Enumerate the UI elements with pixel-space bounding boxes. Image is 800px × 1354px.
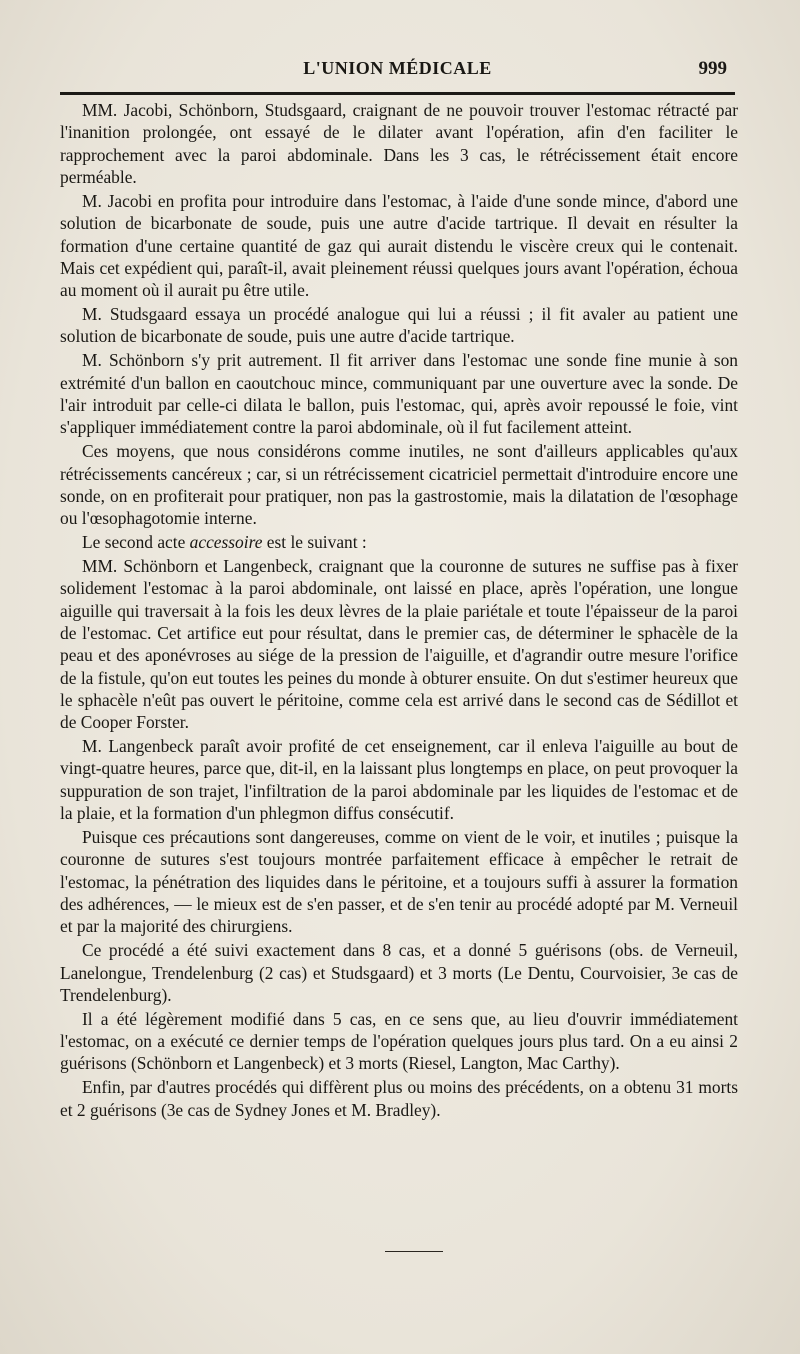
paragraph [60,531,738,553]
paragraph-text: Le second acte [82,532,190,553]
running-header [60,58,735,90]
italic-term: accessoire [189,532,263,553]
paragraph: Ce procédé a été suivi exactement dans 8 cas, et a donné 5 guérisons (obs. de Verneuil, Lanelongue, Trendelenburg (2 cas) et Studsgaard) et 3 morts (Le Dentu, Courvoisier, 3e cas de Trendelenburg). [60,940,738,1005]
paragraph: M. Langenbeck paraît avoir profité de cet enseignement, car il enleva l'aiguille au bout de vingt-quatre heures, parce que, dit-il, en la laissant plus longtemps en place, on peut provoquer la suppuration de son trajet, l'infiltration de la paroi abdominale par les liquides de l'estomac et de la plaie, et la formation d'un phlegmon diffus consécutif. [60,736,738,824]
paragraph: M. Schönborn s'y prit autrement. Il fit arriver dans l'estomac une sonde fine munie à son extrémité d'un ballon en caoutchouc mince, communiquant par une ouverture avec la sonde. De l'air introduit par celle-ci dilata le ballon, puis l'estomac, qui, après avoir repoussé le foie, vint s'appliquer immédiatement contre la paroi abdominale, où il fut facilement atteint. [60,350,738,438]
page-number: 999 [698,58,727,79]
article-body [60,99,738,1122]
paragraph: Enfin, par d'autres procédés qui diffèrent plus ou moins des précédents, on a obtenu 31 morts et 2 guérisons (3e cas de Sydney Jones et M. Bradley). [60,1077,738,1120]
footer-rule [385,1251,443,1252]
header-rule [60,92,735,95]
paragraph: MM. Schönborn et Langenbeck, craignant que la couronne de sutures ne suffise pas à fixer solidement l'estomac à la paroi abdominale, ont laissé en place, après l'opération, une longue aiguille qui traversait à la fois les deux lèvres de la plaie pariétale et toute l'épaisseur de la paroi de l'estomac. Cet artifice eut pour résultat, dans le premier cas, de déterminer le sphacèle de la peau et des aponévroses au siége de la pression de l'aiguille, et d'agrandir outre mesure l'orifice de la fistule, qu'on eut toutes les peines du monde à obturer ensuite. On dut s'estimer heureux que le sphacèle n'eût pas ouvert le péritoine, comme cela est arrivé dans le second cas de Sédillot et de Cooper Forster. [60,555,738,733]
journal-title: L'UNION MÉDICALE [303,58,492,78]
paragraph: M. Jacobi en profita pour introduire dans l'estomac, à l'aide d'une sonde mince, d'abord une solution de bicarbonate de soude, puis une autre d'acide tartrique. Il devait en résulter la formation d'une certaine quantité de gaz qui aurait distendu le viscère creux qui le contenait. Mais cet expédient qui, paraît-il, avait pleinement réussi quelques jours avant l'opération, échoua au moment où il aurait pu être utile. [60,190,738,301]
paragraph: Puisque ces précautions sont dangereuses, comme on vient de le voir, et inutiles ; puisque la couronne de sutures s'est toujours montrée parfaitement efficace à empêcher le retrait de l'estomac, la pénétration des liquides dans le péritoine, et a toujours suffi à assurer la formation des adhérences, — le mieux est de s'en passer, et de s'en tenir au procédé adopté par M. Verneuil et par la majorité des chirurgiens. [60,827,738,937]
paragraph: Ces moyens, que nous considérons comme inutiles, ne sont d'ailleurs applicables qu'aux rétrécissements cancéreux ; car, si un rétrécissement cicatriciel permettait d'introduire encore une sonde, on en profiterait pour pratiquer, non pas la gastrostomie, mais la dilatation de l'œsophage ou l'œsophagotomie interne. [60,441,738,529]
paragraph: Il a été légèrement modifié dans 5 cas, en ce sens que, au lieu d'ouvrir immédiatement l'estomac, on a exécuté ce dernier temps de l'opération quelques jours plus tard. On a eu ainsi 2 guérisons (Schönborn et Langenbeck) et 3 morts (Riesel, Langton, Mac Carthy). [60,1008,738,1074]
paragraph-text: est le suivant : [262,532,367,553]
paragraph: M. Studsgaard essaya un procédé analogue qui lui a réussi ; il fit avaler au patient une solution de bicarbonate de soude, puis une autre d'acide tartrique. [60,304,738,347]
paragraph: MM. Jacobi, Schönborn, Studsgaard, craignant de ne pouvoir trouver l'estomac rétracté par l'inanition prolongée, ont essayé de le dilater avant l'opération, afin d'en faciliter le rapprochement avec la paroi abdominale. Dans les 3 cas, le rétrécissement était encore perméable. [60,100,738,188]
